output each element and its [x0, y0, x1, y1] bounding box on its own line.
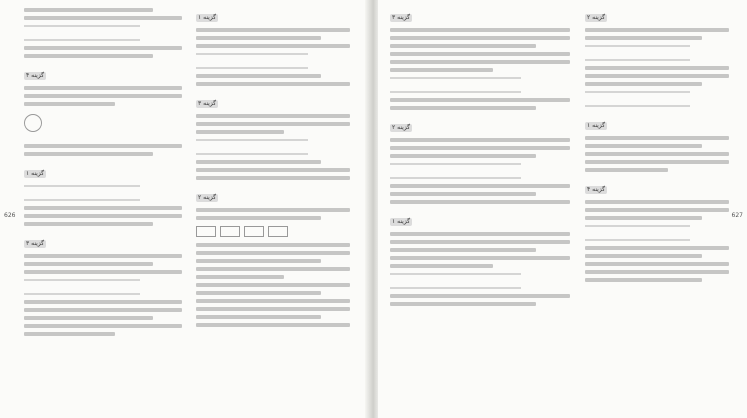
answer-label: گزینه ۱ [587, 122, 606, 129]
answer-label: گزینه ۱ [198, 14, 217, 21]
diagram-boxes [196, 226, 356, 237]
left-page-left-column [24, 4, 189, 340]
answer-label: گزینه ۲ [392, 124, 411, 131]
formula [585, 45, 690, 61]
right-page-right-column [585, 4, 735, 286]
page-number: 627 [731, 212, 743, 219]
formula [585, 225, 690, 241]
formula [390, 273, 521, 289]
page-number: 626 [4, 212, 16, 219]
left-page-right-column [196, 4, 356, 331]
answer-label: گزینه ۲ [198, 194, 217, 201]
formula [585, 91, 690, 107]
answer-label: گزینه ۲ [587, 14, 606, 21]
right-page [378, 0, 747, 418]
answer-label: گزینه ۴ [26, 72, 45, 79]
answer-label: گزینه ۴ [587, 186, 606, 193]
answer-label: گزینه ۳ [26, 240, 45, 247]
diagram-circle [24, 114, 42, 132]
formula [196, 53, 308, 69]
left-page [0, 0, 367, 418]
answer-label: گزینه ۱ [26, 170, 45, 177]
formula [24, 25, 140, 41]
formula [24, 185, 140, 201]
answer-label: گزینه ۱ [392, 218, 411, 225]
right-page-left-column [390, 4, 577, 310]
formula [390, 77, 521, 93]
answer-label: گزینه ۳ [198, 100, 217, 107]
formula [390, 163, 521, 179]
formula [24, 279, 140, 295]
formula [196, 139, 308, 155]
answer-label: گزینه ۳ [392, 14, 411, 21]
